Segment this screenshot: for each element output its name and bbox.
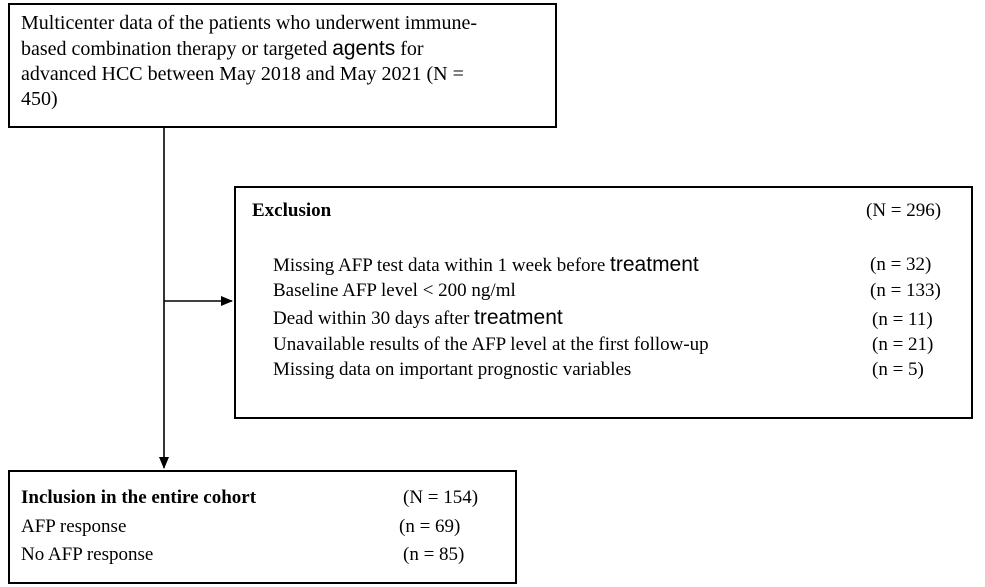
source-line-2a: based combination therapy or targeted	[21, 38, 333, 60]
exclusion-item-1	[273, 254, 699, 277]
exclusion-item-2	[273, 280, 516, 302]
exclusion-item-5-label: Missing data on important prognostic variables	[273, 359, 632, 380]
inclusion-title: Inclusion in the entire cohort	[21, 487, 257, 508]
exclusion-item-5	[273, 359, 631, 381]
source-line-2	[21, 36, 545, 62]
inclusion-item-afp-response: AFP response	[21, 516, 127, 537]
inclusion-box	[8, 470, 517, 584]
inclusion-item-no-afp-response-count: (n = 85)	[403, 544, 465, 565]
source-population-box	[8, 3, 557, 128]
source-line-2b: agents	[332, 37, 396, 60]
source-line-1: Multicenter data of the patients who underwent immune-	[21, 12, 477, 34]
exclusion-title: Exclusion	[252, 200, 332, 221]
exclusion-item-1-count: (n = 32)	[870, 254, 932, 275]
exclusion-item-4-label: Unavailable results of the AFP level at the first follow-up	[273, 334, 709, 355]
exclusion-box	[234, 186, 973, 419]
inclusion-total: (N = 154)	[403, 487, 479, 508]
inclusion-item-no-afp-response: No AFP response	[21, 544, 154, 565]
exclusion-item-3	[273, 307, 563, 330]
exclusion-item-3-label-em: treatment	[474, 306, 563, 329]
source-line-4: 450)	[21, 88, 58, 110]
exclusion-item-4-count: (n = 21)	[872, 334, 934, 355]
exclusion-item-3-label: Dead within 30 days after	[273, 308, 475, 329]
exclusion-item-1-label-em: treatment	[610, 253, 699, 276]
exclusion-item-3-count: (n = 11)	[872, 309, 933, 330]
source-line-2c: for	[395, 38, 424, 60]
exclusion-item-1-label: Missing AFP test data within 1 week before	[273, 255, 611, 276]
exclusion-item-2-label: Baseline AFP level < 200 ng/ml	[273, 280, 516, 301]
exclusion-total: (N = 296)	[866, 200, 942, 221]
exclusion-item-2-count: (n = 133)	[870, 280, 941, 301]
source-line-3: advanced HCC between May 2018 and May 2021 (N =	[21, 63, 464, 85]
exclusion-item-5-count: (n = 5)	[872, 359, 924, 380]
exclusion-item-4	[273, 334, 709, 356]
inclusion-item-afp-response-count: (n = 69)	[399, 516, 461, 537]
